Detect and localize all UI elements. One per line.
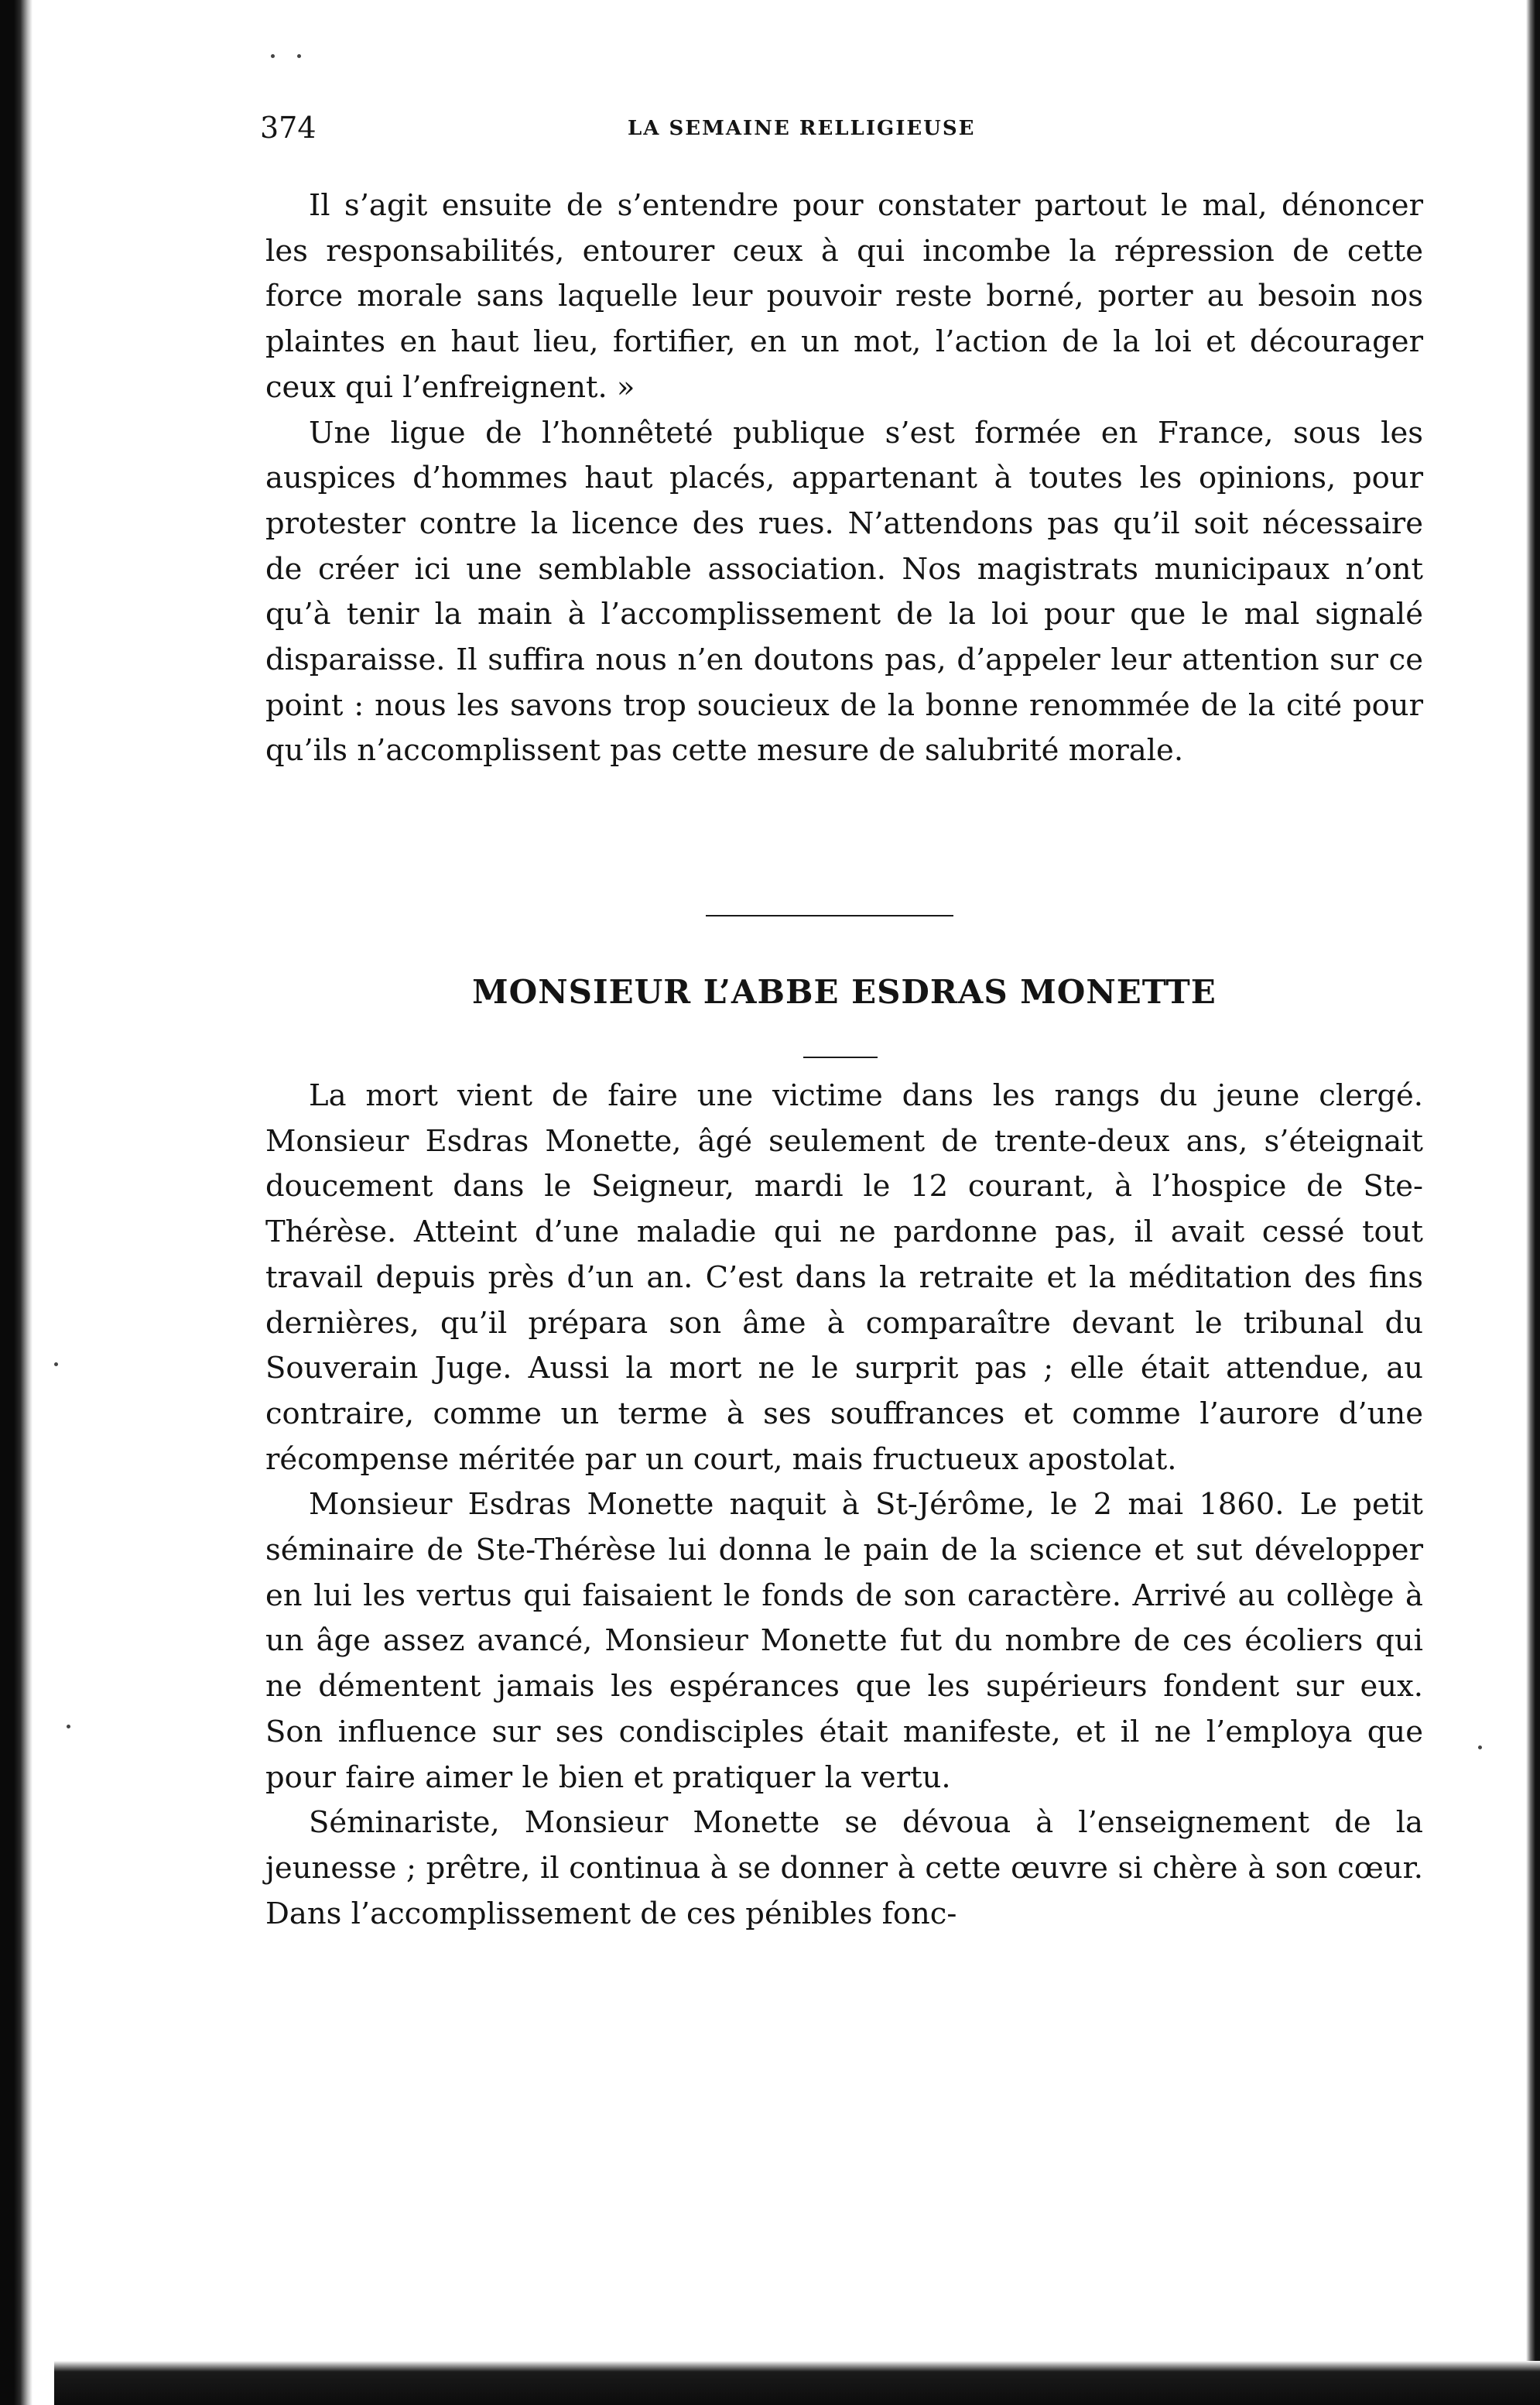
scan-bottom-border: [54, 2361, 1540, 2405]
scan-right-border: [1526, 0, 1540, 2405]
paragraph: Il s’agit ensuite de s’entendre pour constater partout le mal, dénoncer les responsabilités, entourer ceux à qui incombe la répression de cette force morale sans laquelle leur pouvoir reste borné, porter au besoin nos plaintes en haut lieu, fortifier, en un mot, l’action de la loi et décourager ceux qui l’enfreignent. »: [265, 188, 1423, 405]
heading-underline-rule: [803, 1057, 878, 1058]
page-number: 374: [260, 111, 317, 145]
scan-left-border: [0, 0, 33, 2405]
scan-speck: [297, 54, 301, 58]
section-divider-rule: [706, 915, 953, 916]
section-heading: MONSIEUR L’ABBE ESDRAS MONETTE: [472, 973, 1217, 1011]
paragraph: Séminariste, Monsieur Monette se dévoua à l’enseignement de la jeunesse ; prêtre, il continua à se donner à cette œuvre si chère à son cœur. Dans l’accomplissement de ces pénibles fonc-: [265, 1805, 1423, 1931]
running-title: LA SEMAINE RELLIGIEUSE: [628, 117, 976, 140]
scan-speck: [1478, 1746, 1482, 1749]
obituary-article: [265, 1074, 1423, 1937]
paragraph: Monsieur Esdras Monette naquit à St-Jérôme, le 2 mai 1860. Le petit séminaire de Ste-Thérèse lui donna le pain de la science et sut développer en lui les vertus qui faisaient le fonds de son caractère. Arrivé au collège à un âge assez avancé, Monsieur Monette fut du nombre de ces écoliers qui ne démentent jamais les espérances que les supérieurs fondent sur eux. Son influence sur ses condisciples était manifeste, et il ne l’employa que pour faire aimer le bien et pratiquer la vertu.: [265, 1487, 1423, 1795]
scan-speck: [54, 1362, 58, 1366]
paragraph: Une ligue de l’honnêteté publique s’est formée en France, sous les auspices d’hommes haut placés, appartenant à toutes les opinions, pour protester contre la licence des rues. N’attendons pas qu’il soit nécessaire de créer ici une semblable association. Nos magistrats municipaux n’ont qu’à tenir la main à l’accomplissement de la loi pour que le mal signalé disparaisse. Il suffira nous n’en doutons pas, d’appeler leur attention sur ce point : nous les savons trop soucieux de la bonne renommée de la cité pour qu’ils n’accomplissent pas cette mesure de salubrité morale.: [265, 415, 1423, 769]
running-head: [260, 108, 1418, 155]
scan-speck: [271, 54, 275, 58]
scan-speck: [67, 1725, 70, 1728]
article-continuation: [265, 183, 1423, 774]
paragraph: La mort vient de faire une victime dans les rangs du jeune clergé. Monsieur Esdras Monette, âgé seulement de trente-deux ans, s’éteignait doucement dans le Seigneur, mardi le 12 courant, à l’hospice de Ste-Thérèse. Atteint d’une maladie qui ne pardonne pas, il avait cessé tout travail depuis près d’un an. C’est dans la retraite et la méditation des fins dernières, qu’il prépara son âme à comparaître devant le tribunal du Souverain Juge. Aussi la mort ne le surprit pas ; elle était attendue, au contraire, comme un terme à ses souffrances et comme l’aurore d’une récompense méritée par un court, mais fructueux apostolat.: [265, 1078, 1423, 1477]
